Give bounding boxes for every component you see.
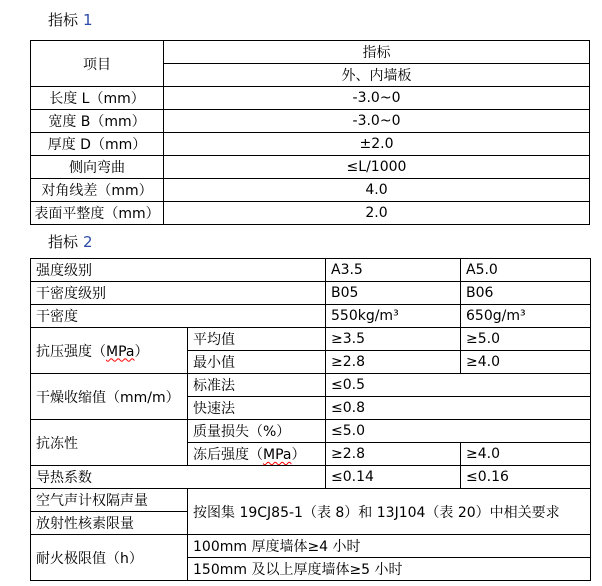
t2-sublabel-mass-loss: 质量损失（%） xyxy=(188,420,326,443)
t2-label-frost-resistance: 抗冻性 xyxy=(31,420,188,466)
table2-performance-indicators xyxy=(30,258,591,581)
t2-sublabel-standard-method: 标准法 xyxy=(188,374,326,397)
t2-label-compressive-strength xyxy=(31,328,188,374)
t1-value-flatness: 2.0 xyxy=(164,202,590,225)
t2-sublabel-post-freeze-strength xyxy=(188,443,326,466)
t2-value-density-grade-b: B06 xyxy=(461,282,591,305)
t2-value-avg-a: ≥3.5 xyxy=(326,328,461,351)
t1-value-diagonal-diff: 4.0 xyxy=(164,179,590,202)
table-row xyxy=(31,374,591,397)
t2-sublabel-average: 平均值 xyxy=(188,328,326,351)
t2-value-fire-100mm: 100mm 厚度墙体≥4 小时 xyxy=(188,535,591,558)
t2-label-fire-resistance: 耐火极限值（h） xyxy=(31,535,188,581)
table-row xyxy=(31,305,591,328)
table1-header-sub-cell: 外、内墙板 xyxy=(164,64,590,87)
t1-value-width: -3.0~0 xyxy=(164,110,590,133)
t2-value-density-a: 550kg/m³ xyxy=(326,305,461,328)
post-freeze-label-unit: MPa xyxy=(263,447,292,463)
t2-value-density-b: 650g/m³ xyxy=(461,305,591,328)
t2-label-strength-grade: 强度级别 xyxy=(31,259,326,282)
t1-label-width: 宽度 B（mm） xyxy=(31,110,164,133)
t2-value-post-freeze-a: ≥2.8 xyxy=(326,443,461,466)
t2-label-sound-insulation: 空气声计权隔声量 xyxy=(31,489,188,512)
t2-label-radionuclide-limit: 放射性核素限量 xyxy=(31,512,188,535)
table-row xyxy=(31,202,590,225)
table1-header-indicator-cell: 指标 xyxy=(164,41,590,64)
table-row xyxy=(31,259,591,282)
t2-value-mass-loss: ≤5.0 xyxy=(326,420,591,443)
t2-value-strength-b: A5.0 xyxy=(461,259,591,282)
t1-value-lateral-bend: ≤L/1000 xyxy=(164,156,590,179)
t1-value-thickness: ±2.0 xyxy=(164,133,590,156)
t2-value-fire-150mm: 150mm 及以上厚度墙体≥5 小时 xyxy=(188,558,591,581)
t2-value-post-freeze-b: ≥4.0 xyxy=(461,443,591,466)
table1-header-item-cell: 项目 xyxy=(31,41,164,87)
t2-label-dry-density: 干密度 xyxy=(31,305,326,328)
t2-value-min-b: ≥4.0 xyxy=(461,351,591,374)
post-freeze-label-post: ） xyxy=(291,447,306,463)
t2-label-drying-shrinkage: 干燥收缩值（mm/m） xyxy=(31,374,188,420)
t2-value-density-grade-a: B05 xyxy=(326,282,461,305)
t2-value-avg-b: ≥5.0 xyxy=(461,328,591,351)
t2-value-rapid-method: ≤0.8 xyxy=(326,397,591,420)
t2-value-conductivity-a: ≤0.14 xyxy=(326,466,461,489)
post-freeze-label-pre: 冻后强度（ xyxy=(193,447,263,463)
compressive-label-post: ） xyxy=(134,343,149,360)
table1-dimension-tolerances xyxy=(30,40,590,225)
table-row xyxy=(31,535,591,558)
table-row xyxy=(31,87,590,110)
t2-label-thermal-conductivity: 导热系数 xyxy=(31,466,326,489)
t2-sublabel-rapid-method: 快速法 xyxy=(188,397,326,420)
compressive-label-unit: MPa xyxy=(106,343,135,360)
t2-value-sound-radiation-requirement: 按图集 19CJ85-1（表 8）和 13J104（表 20）中相关要求 xyxy=(188,489,591,535)
compressive-label-pre: 抗压强度（ xyxy=(36,343,106,360)
table-row xyxy=(31,179,590,202)
table-row xyxy=(31,328,591,351)
t2-value-min-a: ≥2.8 xyxy=(326,351,461,374)
table-row xyxy=(31,156,590,179)
t2-value-conductivity-b: ≤0.16 xyxy=(461,466,591,489)
t2-value-strength-a: A3.5 xyxy=(326,259,461,282)
t2-sublabel-minimum: 最小值 xyxy=(188,351,326,374)
table-row xyxy=(31,420,591,443)
t1-label-thickness: 厚度 D（mm） xyxy=(31,133,164,156)
table1-heading-number: 1 xyxy=(83,11,93,29)
table2-heading xyxy=(48,231,93,252)
table-row xyxy=(31,466,591,489)
table1-header-row-1 xyxy=(31,41,590,64)
t1-label-lateral-bend: 侧向弯曲 xyxy=(31,156,164,179)
t1-label-length: 长度 L（mm） xyxy=(31,87,164,110)
t2-value-standard-method: ≤0.5 xyxy=(326,374,591,397)
table2-heading-number: 2 xyxy=(83,233,93,251)
table-row xyxy=(31,133,590,156)
t2-label-dry-density-grade: 干密度级别 xyxy=(31,282,326,305)
table1-heading xyxy=(48,9,93,30)
table2-heading-text: 指标 xyxy=(48,233,79,251)
t1-value-length: -3.0~0 xyxy=(164,87,590,110)
table-row xyxy=(31,110,590,133)
table1-heading-text: 指标 xyxy=(48,11,79,29)
t1-label-diagonal-diff: 对角线差（mm） xyxy=(31,179,164,202)
t1-label-flatness: 表面平整度（mm） xyxy=(31,202,164,225)
table-row xyxy=(31,489,591,512)
table-row xyxy=(31,282,591,305)
